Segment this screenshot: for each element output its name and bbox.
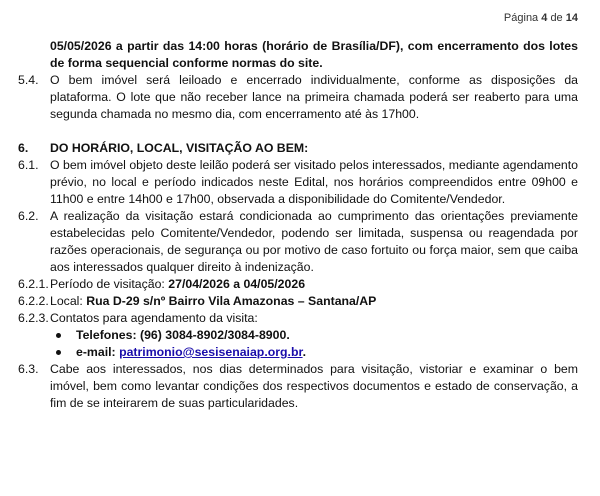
visit-period-value: 27/04/2026 a 04/05/2026 [168,277,306,291]
phones-bullet [76,327,600,344]
clause-6-2-2 [0,293,600,310]
phones-text: Telefones: (96) 3084-8902/3084-8900. [76,328,290,342]
email-end: . [302,345,306,359]
clause-number: 6.1. [18,158,39,172]
location-label: Local: [50,294,87,308]
clause-text: O bem imóvel objeto deste leilão poderá ser visitado pelos interessados, mediante agendamento prévio, no local e período indicados neste Edital, nos horários compreendidos entre 09h00 e 11h00 e entre 14h00 e 17h00, observada a disponibilidade do Comitente/Vendedor. [50,158,578,206]
clause-text: Cabe aos interessados, nos dias determinados para visitação, vistoriar e examinar o bem imóvel, bem como levantar condições dos respectivos documentos e estado de conservação, a fim de se inteirarem de suas particularidades. [50,362,578,410]
clause-number: 6.2. [18,209,39,223]
email-label: e-mail: [76,345,120,359]
section-title: DO HORÁRIO, LOCAL, VISITAÇÃO AO BEM: [50,141,309,155]
section-6-heading [0,140,600,157]
visit-period-label: Período de visitação: [50,277,169,291]
page-total: 14 [565,12,578,24]
clause-6-2-3 [0,310,600,327]
page-current: 4 [541,12,548,24]
clause-number: 6.2.1. [18,277,49,291]
page-number [504,12,578,24]
clause-6-1 [0,157,600,208]
intro-text: 05/05/2026 a partir das 14:00 horas (horário de Brasília/DF), com encerramento dos lotes de forma sequencial conforme normas do site. [50,39,578,70]
clause-text: A realização da visitação estará condicionada ao cumprimento das orientações previamente estabelecidas pelo Comitente/Vendedor, podendo ser limitada, suspensa ou reagendada por razões operacionais, de segurança ou por motivo de caso fortuito ou força maior, sem que caiba aos interessados qualquer direito à indenização. [50,209,578,274]
document-body [0,38,600,412]
clause-text: Contatos para agendamento da visita: [50,311,258,325]
clause-6-2-1 [0,276,600,293]
clause-number: 6.2.3. [18,311,49,325]
clause-number: 6.3. [18,362,39,376]
email-bullet [76,344,600,361]
clause-number: 5.4. [18,73,39,87]
bullet-icon [56,350,61,355]
email-link[interactable]: patrimonio@sesisenaiap.org.br [119,345,303,359]
location-value: Rua D-29 s/nº Bairro Vila Amazonas – Santana/AP [86,294,377,308]
intro-paragraph [0,38,600,72]
clause-6-2 [0,208,600,276]
clause-6-3 [0,361,600,412]
clause-number: 6.2.2. [18,294,49,308]
clause-5-4 [0,72,600,123]
section-number: 6. [18,141,29,155]
bullet-icon [56,333,61,338]
clause-text: O bem imóvel será leiloado e encerrado individualmente, conforme as disposições da plataforma. O lote que não receber lance na primeira chamada poderá ser reaberto para uma segunda chamada no mesmo dia, com encerramento até às 17h00. [50,73,578,121]
page-sep: de [550,12,563,24]
page-prefix: Página [503,12,539,24]
